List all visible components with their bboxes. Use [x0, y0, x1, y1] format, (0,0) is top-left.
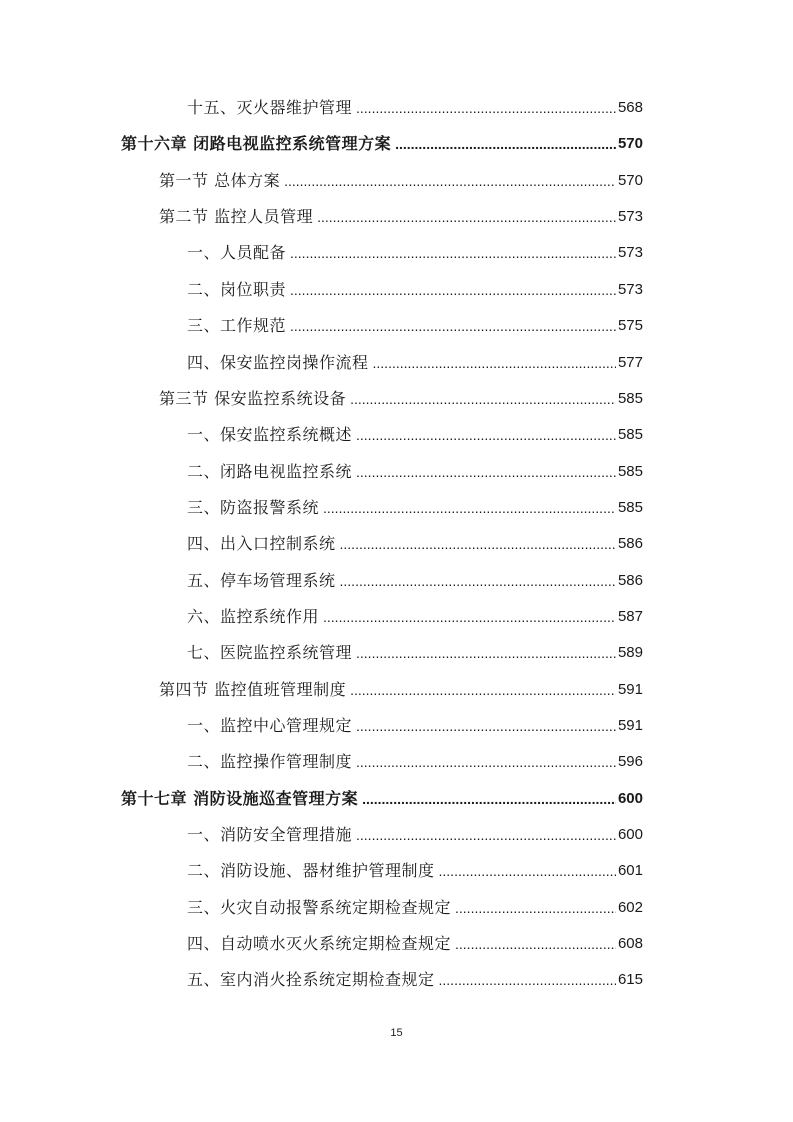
- toc-entry-page: 587: [617, 607, 643, 625]
- toc-item-entry[interactable]: [0, 527, 643, 555]
- toc-entry-title: 二、消防设施、器材维护管理制度: [187, 861, 435, 881]
- toc-entry-page: 615: [617, 971, 643, 989]
- toc-item-entry[interactable]: [0, 455, 643, 483]
- toc-item-entry[interactable]: [0, 600, 643, 628]
- toc-item-entry[interactable]: [0, 309, 643, 337]
- toc-entry-page: 577: [617, 353, 643, 371]
- toc-entry-page: 591: [617, 717, 643, 734]
- toc-entry-title: 一、消防安全管理措施: [187, 825, 353, 844]
- toc-chapter-entry[interactable]: [0, 127, 643, 155]
- toc-entry-title: 二、岗位职责: [187, 279, 287, 299]
- toc-section-entry[interactable]: [0, 382, 643, 410]
- toc-item-entry[interactable]: [0, 273, 643, 301]
- toc-entry-title: 第一节 总体方案: [159, 170, 281, 190]
- toc-item-entry[interactable]: [0, 346, 643, 374]
- toc-item-entry[interactable]: [0, 745, 643, 773]
- toc-entry-title: 四、保安监控岗操作流程: [187, 352, 369, 372]
- toc-dot-leader: [395, 137, 616, 151]
- toc-entry-page: 585: [617, 462, 643, 480]
- toc-entry-page: 600: [617, 826, 643, 843]
- toc-dot-leader: [323, 610, 616, 624]
- toc-section-entry[interactable]: [0, 164, 643, 192]
- toc-dot-leader: [317, 210, 616, 224]
- toc-dot-leader: [356, 465, 616, 479]
- toc-dot-leader: [284, 174, 616, 188]
- toc-entry-title: 第十七章 消防设施巡查管理方案: [121, 788, 359, 808]
- toc-dot-leader: [350, 392, 616, 406]
- toc-chapter-entry[interactable]: [0, 782, 643, 810]
- toc-entry-page: 573: [617, 208, 643, 226]
- toc-dot-leader: [290, 283, 616, 297]
- toc-entry-title: 一、人员配备: [187, 243, 287, 263]
- toc-item-entry[interactable]: [0, 709, 643, 737]
- toc-entry-title: 三、火灾自动报警系统定期检查规定: [187, 897, 452, 917]
- toc-entry-title: 一、监控中心管理规定: [187, 716, 353, 735]
- toc-dot-leader: [356, 755, 616, 769]
- toc-entry-title: 七、医院监控系统管理: [187, 643, 353, 663]
- toc-entry-title: 第十六章 闭路电视监控系统管理方案: [121, 134, 392, 154]
- toc-dot-leader: [350, 683, 616, 697]
- toc-entry-title: 三、工作规范: [187, 316, 287, 336]
- toc-item-entry[interactable]: [0, 636, 643, 664]
- toc-dot-leader: [455, 901, 616, 915]
- toc-entry-title: 三、防盗报警系统: [187, 497, 320, 517]
- toc-item-entry[interactable]: [0, 854, 643, 882]
- toc-item-entry[interactable]: [0, 564, 643, 592]
- toc-entry-page: 591: [617, 680, 643, 698]
- toc-entry-title: 六、监控系统作用: [187, 606, 320, 626]
- toc-section-entry[interactable]: [0, 200, 643, 228]
- toc-dot-leader: [290, 246, 616, 260]
- toc-item-entry[interactable]: [0, 963, 643, 991]
- toc-dot-leader: [362, 792, 616, 806]
- toc-dot-leader: [340, 537, 616, 551]
- toc-entry-title: 四、自动喷水灭火系统定期检查规定: [187, 934, 452, 954]
- toc-entry-page: 585: [617, 389, 643, 407]
- toc-dot-leader: [439, 864, 616, 878]
- toc-dot-leader: [455, 937, 616, 951]
- toc-dot-leader: [356, 646, 616, 660]
- toc-dot-leader: [356, 828, 616, 842]
- toc-entry-title: 二、监控操作管理制度: [187, 752, 353, 772]
- toc-entry-page: 573: [617, 244, 643, 262]
- toc-dot-leader: [323, 501, 616, 515]
- toc-item-entry[interactable]: [0, 818, 643, 846]
- toc-dot-leader: [290, 319, 616, 333]
- toc-entry-page: 608: [617, 935, 643, 953]
- toc-dot-leader: [373, 356, 616, 370]
- toc-entry-page: 600: [617, 789, 643, 807]
- toc-item-entry[interactable]: [0, 236, 643, 264]
- toc-entry-title: 五、停车场管理系统: [187, 570, 336, 590]
- toc-item-entry[interactable]: [0, 418, 643, 446]
- toc-entry-title: 第四节 监控值班管理制度: [159, 679, 347, 699]
- toc-entry-page: 586: [617, 535, 643, 553]
- toc-dot-leader: [356, 719, 616, 733]
- toc-entry-page: 570: [617, 171, 643, 189]
- toc-entry-page: 575: [617, 317, 643, 335]
- toc-entry-page: 570: [617, 135, 643, 153]
- toc-entry-page: 601: [617, 862, 643, 880]
- toc-section-entry[interactable]: [0, 673, 643, 701]
- toc-entry-title: 五、室内消火拴系统定期检查规定: [187, 970, 435, 990]
- toc-entry-title: 二、闭路电视监控系统: [187, 461, 353, 481]
- toc-entry-title: 一、保安监控系统概述: [187, 425, 353, 445]
- toc-entry-title: 第二节 监控人员管理: [159, 207, 314, 227]
- toc-dot-leader: [356, 101, 616, 115]
- toc-item-entry[interactable]: [0, 891, 643, 919]
- toc-dot-leader: [439, 973, 616, 987]
- toc-entry-page: 585: [617, 426, 643, 444]
- toc-entry-page: 568: [617, 99, 643, 116]
- toc-item-entry[interactable]: [0, 91, 643, 119]
- toc-item-entry[interactable]: [0, 491, 643, 519]
- toc-entry-page: 596: [617, 753, 643, 771]
- toc-entry-page: 586: [617, 571, 643, 589]
- toc-entry-page: 589: [617, 644, 643, 662]
- toc-item-entry[interactable]: [0, 927, 643, 955]
- toc-dot-leader: [356, 428, 616, 442]
- toc-entry-title: 四、出入口控制系统: [187, 534, 336, 554]
- toc-entry-page: 602: [617, 898, 643, 916]
- toc-entry-page: 573: [617, 280, 643, 298]
- page-number: 15: [390, 1027, 403, 1039]
- toc-entry-title: 第三节 保安监控系统设备: [159, 388, 347, 408]
- toc-entry-page: 585: [617, 498, 643, 516]
- toc-dot-leader: [340, 574, 616, 588]
- toc-entry-title: 十五、灭火器维护管理: [187, 98, 353, 117]
